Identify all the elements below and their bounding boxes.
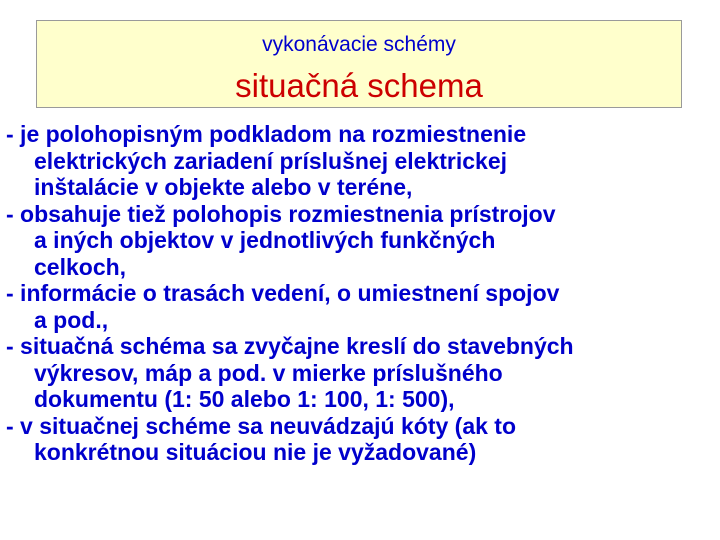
bullet-item-dimensions [6, 413, 712, 466]
bullet-item-purpose [6, 121, 712, 201]
bullet-line: celkoch, [34, 253, 127, 280]
bullet-line: inštalácie v objekte alebo v teréne, [34, 174, 413, 200]
bullet-line: - obsahuje tiež polohopis rozmiestnenia prístrojov [6, 200, 556, 227]
bullet-line: - informácie o trasách vedení, o umiestnení spojov [6, 280, 560, 306]
title-box [36, 20, 682, 108]
bullet-line: - situačná schéma sa zvyčajne kreslí do stavebných [6, 333, 574, 359]
bullet-item-contents [6, 201, 712, 281]
bullet-line: výkresov, máp a pod. v mierke príslušného [34, 359, 503, 386]
slide-title: situačná schema [235, 67, 483, 104]
bullet-list [6, 121, 712, 466]
slide-subtitle: vykonávacie schémy [262, 33, 456, 56]
bullet-line: a iných objektov v jednotlivých funkčných [34, 227, 496, 253]
bullet-line: dokumentu (1: 50 alebo 1: 100, 1: 500), [34, 386, 455, 412]
bullet-line: a pod., [34, 306, 109, 333]
bullet-item-routes [6, 280, 712, 333]
bullet-line: elektrických zariadení príslušnej elektrickej [34, 147, 508, 174]
bullet-line: konkrétnou situáciou nie je vyžadované) [34, 439, 477, 465]
bullet-line: - v situačnej schéme sa neuvádzajú kóty (ak to [6, 412, 517, 439]
bullet-item-drawing [6, 333, 712, 413]
bullet-line: - je polohopisným podkladom na rozmiestnenie [6, 121, 527, 147]
